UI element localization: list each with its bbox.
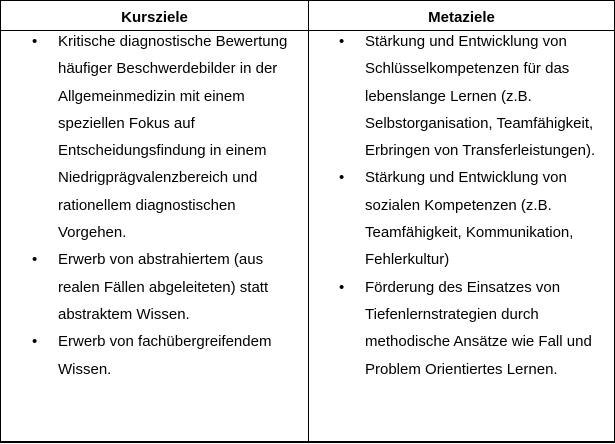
kursziele-list	[32, 28, 304, 383]
list-item-text: Förderung des Einsatzes von Tiefenlernstrategien durch methodische Ansätze wie Fall und Problem Orientiertes Lernen.	[365, 278, 592, 378]
bullet-icon: •	[339, 33, 345, 50]
metaziele-column	[339, 28, 609, 383]
column-divider	[308, 1, 309, 441]
bullet-icon: •	[32, 333, 38, 351]
list-item-text: Erwerb von fachübergreifendem Wissen.	[58, 333, 272, 378]
list-item-text: Erwerb von abstrahiertem (aus realen Fällen abgeleiteten) statt abstraktem Wissen.	[58, 251, 269, 323]
list-item	[339, 164, 609, 273]
list-item-text: Stärkung und Entwicklung von Schlüsselkompetenzen für das lebenslange Lernen (z.B. Selbstorganisation, Teamfähigkeit, Erbringen von Transferleistungen).	[365, 33, 596, 160]
bullet-icon: •	[32, 251, 38, 269]
list-item	[339, 274, 609, 383]
kursziele-column	[32, 28, 304, 383]
metaziele-list	[339, 28, 609, 383]
header-metaziele: Metaziele	[428, 9, 495, 26]
list-item	[32, 246, 304, 328]
list-item	[339, 28, 609, 164]
bullet-icon: •	[339, 278, 345, 296]
header-kursziele: Kursziele	[121, 9, 188, 26]
list-item	[32, 328, 304, 383]
list-item-text: Stärkung und Entwicklung von sozialen Kompetenzen (z.B. Teamfähigkeit, Kommunikation, Fehlerkultur)	[365, 169, 574, 269]
bullet-icon: •	[32, 33, 38, 50]
list-item-text: Kritische diagnostische Bewertung häufiger Beschwerdebilder in der Allgemeinmedizin mit einem speziellen Fokus auf Entscheidungsfindung in einem Niedrigprägvalenzbereich und rationellem diagnostischen Vorgehen.	[58, 33, 288, 242]
list-item	[32, 28, 304, 246]
bullet-icon: •	[339, 169, 345, 187]
